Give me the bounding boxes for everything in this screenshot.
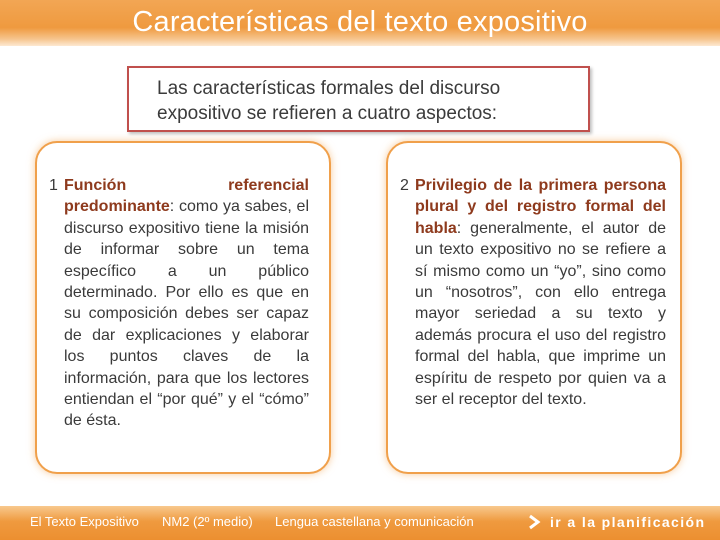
card-first-person-plural <box>386 141 682 474</box>
intro-text: Las características formales del discurso expositivo se refieren a cuatro aspectos: <box>157 78 501 124</box>
arrow-right-icon <box>528 514 542 530</box>
card-text <box>400 175 666 410</box>
card-body: como ya sabes, el discurso expositivo tiene la misión de informar sobre un tema específico a un público determinado. Por ello es que en su composición debes ser capaz de dar explicaciones y elaborar los puntos claves de la información, para que los lectores entiendan el “por qué” y el “cómo” de ésta. <box>64 198 309 430</box>
card-text <box>49 175 309 432</box>
card-lead: Privilegio de la primera persona plural y del registro formal del habla <box>415 177 666 237</box>
go-to-planning-link[interactable] <box>528 510 705 534</box>
card-body: generalmente, el autor de un texto expositivo no se refiere a sí mismo como un “yo”, sino como un “nosotros”, con ello entrega mayor seriedad a su texto y además procura el uso del registro formal del habla, que imprime un espíritu de respeto por quien va a ser el receptor del texto. <box>415 219 666 409</box>
card-referential-function <box>35 141 331 474</box>
footer-level: NM2 (2º medio) <box>162 514 253 529</box>
intro-box <box>127 66 590 132</box>
card-lead-punct: : <box>169 198 175 216</box>
card-lead: Función referencial predominante <box>64 177 309 216</box>
slide-title: Características del texto expositivo <box>132 6 588 38</box>
card-lead-punct: : <box>456 219 462 237</box>
card-number: 2 <box>400 177 409 194</box>
card-number: 1 <box>49 177 58 194</box>
nav-label: ir a la planificación <box>550 514 706 530</box>
footer-subject: Lengua castellana y comunicación <box>275 514 474 529</box>
footer-unit: El Texto Expositivo <box>30 514 139 529</box>
